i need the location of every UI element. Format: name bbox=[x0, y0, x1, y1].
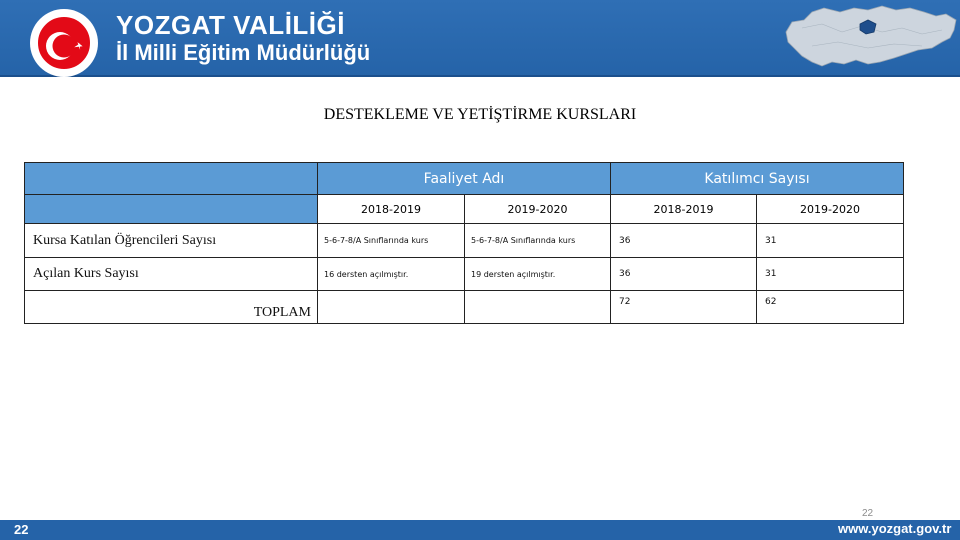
table-year-row bbox=[25, 195, 904, 224]
total-value: 62 bbox=[757, 291, 904, 324]
year-header: 2018-2019 bbox=[318, 195, 465, 224]
header-title-line1: YOZGAT VALİLİĞİ bbox=[116, 10, 345, 40]
courses-table bbox=[24, 162, 904, 324]
table-total-row bbox=[25, 291, 904, 324]
table-cell: 5-6-7-8/A Sınıflarında kurs bbox=[318, 224, 465, 258]
table-row bbox=[25, 224, 904, 258]
table-header-row bbox=[25, 163, 904, 195]
year-header: 2019-2020 bbox=[465, 195, 611, 224]
total-value: 72 bbox=[611, 291, 757, 324]
row-label: Kursa Katılan Öğrencileri Sayısı bbox=[25, 224, 318, 258]
table-cell: 31 bbox=[757, 258, 904, 291]
table-cell bbox=[318, 291, 465, 324]
page-number: 22 bbox=[14, 522, 29, 537]
table-cell bbox=[465, 291, 611, 324]
turkey-map-icon bbox=[782, 2, 960, 74]
header-title-line2: İl Milli Eğitim Müdürlüğü bbox=[116, 40, 371, 65]
footer-band bbox=[0, 520, 960, 540]
total-label: TOPLAM bbox=[25, 291, 318, 324]
table-row bbox=[25, 258, 904, 291]
year-header: 2019-2020 bbox=[757, 195, 904, 224]
column-group-katilimci: Katılımcı Sayısı bbox=[611, 163, 904, 195]
slide-number: 22 bbox=[862, 508, 874, 519]
header-divider bbox=[0, 75, 960, 77]
table-cell: 5-6-7-8/A Sınıflarında kurs bbox=[465, 224, 611, 258]
footer-website-link[interactable]: www.yozgat.gov.tr bbox=[838, 521, 952, 536]
page-title: DESTEKLEME VE YETİŞTİRME KURSLARI bbox=[323, 106, 637, 123]
table-cell: 16 dersten açılmıştır. bbox=[318, 258, 465, 291]
table-cell: 31 bbox=[757, 224, 904, 258]
turkish-republic-emblem-icon bbox=[30, 9, 98, 77]
table-cell: 36 bbox=[611, 224, 757, 258]
crescent-star-icon bbox=[30, 9, 98, 77]
year-header: 2018-2019 bbox=[611, 195, 757, 224]
row-label: Açılan Kurs Sayısı bbox=[25, 258, 318, 291]
header-blank-cell bbox=[25, 163, 318, 195]
year-blank-cell bbox=[25, 195, 318, 224]
table-cell: 19 dersten açılmıştır. bbox=[465, 258, 611, 291]
column-group-faaliyet: Faaliyet Adı bbox=[318, 163, 611, 195]
table-cell: 36 bbox=[611, 258, 757, 291]
